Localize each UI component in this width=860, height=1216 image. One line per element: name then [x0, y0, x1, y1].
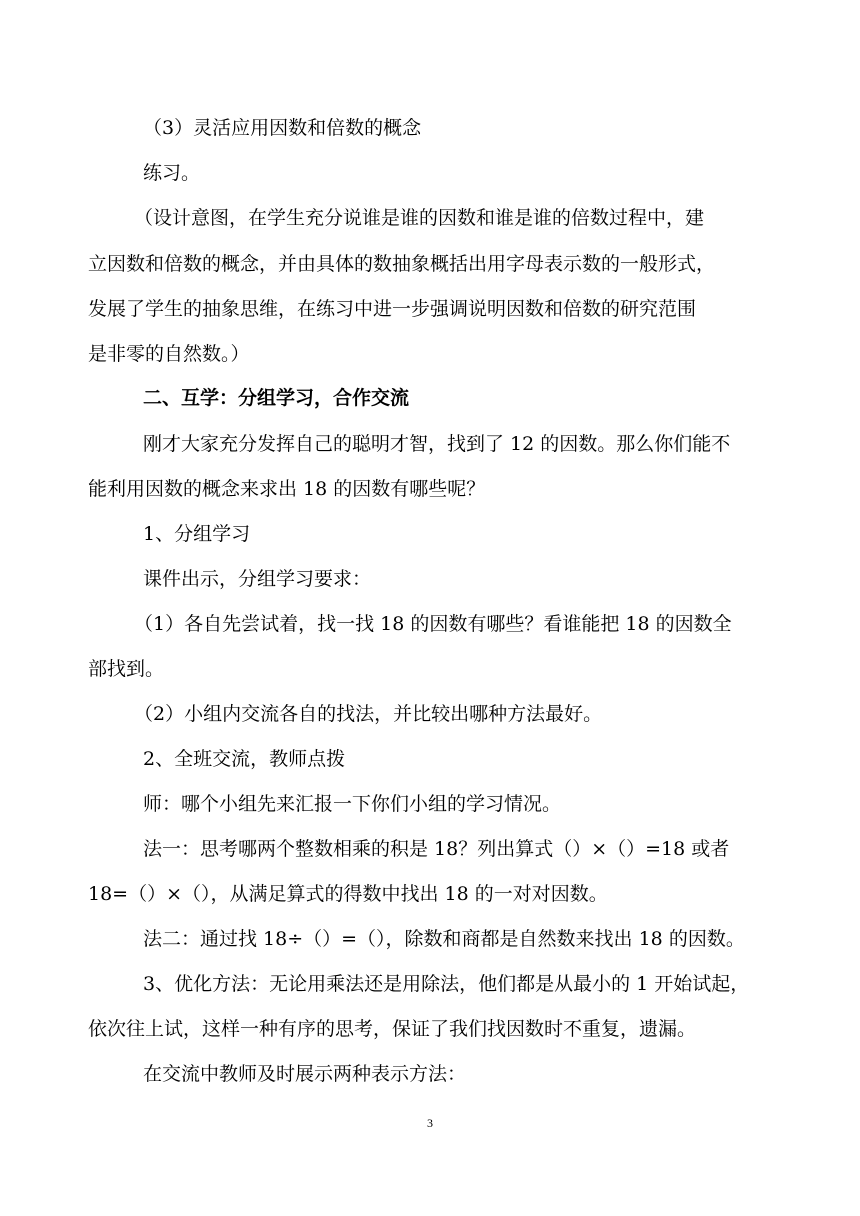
text-line-19: 法二：通过找 18÷（）=（），除数和商都是自然数来找出 18 的因数。 [143, 928, 745, 950]
text-line-14: （2）小组内交流各自的找法，并比较出哪种方法最好。 [134, 703, 603, 725]
text-line-3: （设计意图，在学生充分说谁是谁的因数和谁是谁的倍数过程中，建 [134, 207, 705, 229]
text-line-4: 立因数和倍数的概念，并由具体的数抽象概括出用字母表示数的一般形式， [88, 253, 716, 275]
text-line-22: 在交流中教师及时展示两种表示方法： [143, 1063, 467, 1085]
section-heading: 二、互学：分组学习，合作交流 [143, 387, 410, 409]
text-line-8: 刚才大家充分发挥自己的聪明才智，找到了 12 的因数。那么你们能不 [143, 433, 731, 455]
text-line-13: 部找到。 [88, 658, 165, 680]
text-line-17: 法一：思考哪两个整数相乘的积是 18？列出算式（）×（）=18 或者 [143, 838, 730, 860]
text-line-18: 18=（）×（），从满足算式的得数中找出 18 的一对对因数。 [88, 883, 608, 905]
text-line-21: 依次往上试，这样一种有序的思考，保证了我们找因数时不重复，遗漏。 [88, 1018, 697, 1040]
text-line-1: （3）灵活应用因数和倍数的概念 [143, 117, 422, 139]
text-line-12: （1）各自先尝试着，找一找 18 的因数有哪些？看谁能把 18 的因数全 [134, 613, 732, 635]
text-line-10: 1、分组学习 [143, 523, 251, 545]
text-line-5: 发展了学生的抽象思维，在练习中进一步强调说明因数和倍数的研究范围 [88, 298, 697, 320]
text-line-9: 能利用因数的概念来求出 18 的因数有哪些呢？ [88, 478, 486, 500]
page-number: 3 [427, 1116, 433, 1130]
text-line-15: 2、全班交流，教师点拨 [143, 748, 346, 770]
text-line-20: 3、优化方法：无论用乘法还是用除法，他们都是从最小的 1 开始试起， [143, 973, 750, 995]
text-line-11: 课件出示，分组学习要求： [143, 568, 372, 590]
text-line-2: 练习。 [143, 162, 201, 184]
text-line-6: 是非零的自然数。） [88, 343, 250, 365]
text-line-16: 师：哪个小组先来汇报一下你们小组的学习情况。 [143, 793, 562, 815]
